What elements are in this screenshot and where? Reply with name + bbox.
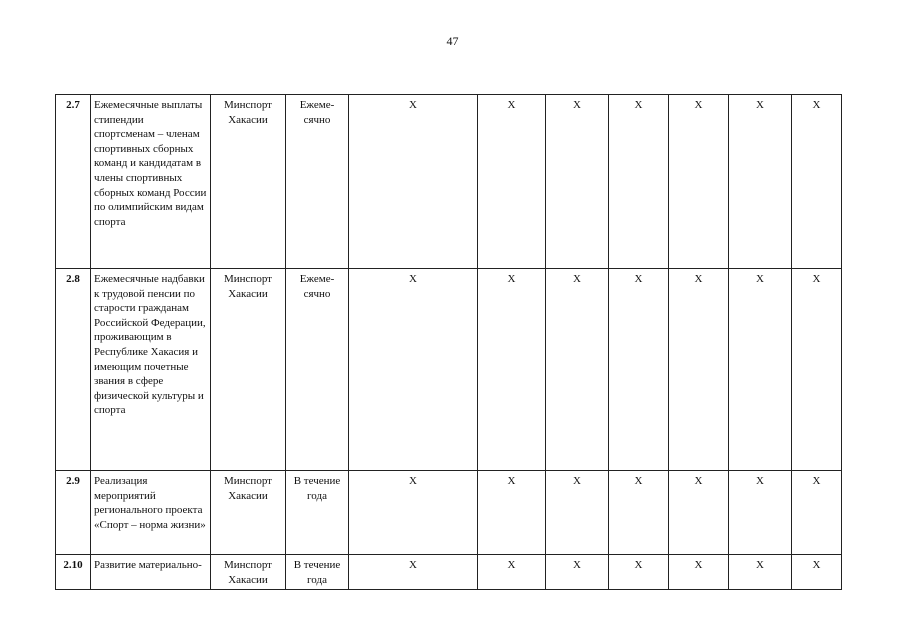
- row-number: 2.7: [56, 95, 91, 269]
- mark-cell: Х: [546, 269, 609, 471]
- measure-name: Ежемесячные выплаты стипендии спортсменам – членам спортивных сборных команд и кандидатам в члены спортивных сборных команд России по олимпийским видам спорта: [91, 95, 211, 269]
- plan-table: [55, 94, 842, 590]
- mark-cell: Х: [729, 95, 792, 269]
- mark-cell: Х: [546, 95, 609, 269]
- term-cell: В течение года: [286, 555, 349, 590]
- row-number: 2.8: [56, 269, 91, 471]
- mark-cell: Х: [792, 95, 842, 269]
- term-cell: Ежеме-сячно: [286, 95, 349, 269]
- executor-cell: Минспорт Хакасии: [211, 555, 286, 590]
- mark-cell: Х: [792, 471, 842, 555]
- mark-cell: Х: [546, 555, 609, 590]
- mark-cell: Х: [609, 555, 669, 590]
- page-number: 47: [446, 34, 459, 48]
- measure-name: Развитие материально-: [91, 555, 211, 590]
- executor-cell: Минспорт Хакасии: [211, 95, 286, 269]
- row-number: 2.9: [56, 471, 91, 555]
- mark-cell: Х: [349, 269, 478, 471]
- mark-cell: Х: [349, 95, 478, 269]
- term-cell: Ежеме-сячно: [286, 269, 349, 471]
- mark-cell: Х: [792, 269, 842, 471]
- mark-cell: Х: [478, 95, 546, 269]
- mark-cell: Х: [729, 269, 792, 471]
- mark-cell: Х: [478, 471, 546, 555]
- mark-cell: Х: [609, 471, 669, 555]
- mark-cell: Х: [669, 471, 729, 555]
- mark-cell: Х: [349, 471, 478, 555]
- mark-cell: Х: [609, 269, 669, 471]
- mark-cell: Х: [729, 471, 792, 555]
- mark-cell: Х: [792, 555, 842, 590]
- mark-cell: Х: [478, 269, 546, 471]
- mark-cell: Х: [669, 95, 729, 269]
- mark-cell: Х: [669, 269, 729, 471]
- table-row: [56, 471, 842, 555]
- mark-cell: Х: [669, 555, 729, 590]
- mark-cell: Х: [546, 471, 609, 555]
- measure-name: Реализация мероприятий регионального проекта «Спорт – норма жизни»: [91, 471, 211, 555]
- mark-cell: Х: [349, 555, 478, 590]
- table-row: [56, 269, 842, 471]
- table-row: [56, 555, 842, 590]
- mark-cell: Х: [609, 95, 669, 269]
- mark-cell: Х: [478, 555, 546, 590]
- executor-cell: Минспорт Хакасии: [211, 269, 286, 471]
- measure-name: Ежемесячные надбавки к трудовой пенсии по старости гражданам Российской Федерации, проживающим в Республике Хакасия и имеющим почетные звания в сфере физической культуры и спорта: [91, 269, 211, 471]
- executor-cell: Минспорт Хакасии: [211, 471, 286, 555]
- mark-cell: Х: [729, 555, 792, 590]
- row-number: 2.10: [56, 555, 91, 590]
- term-cell: В течение года: [286, 471, 349, 555]
- table-row: [56, 95, 842, 269]
